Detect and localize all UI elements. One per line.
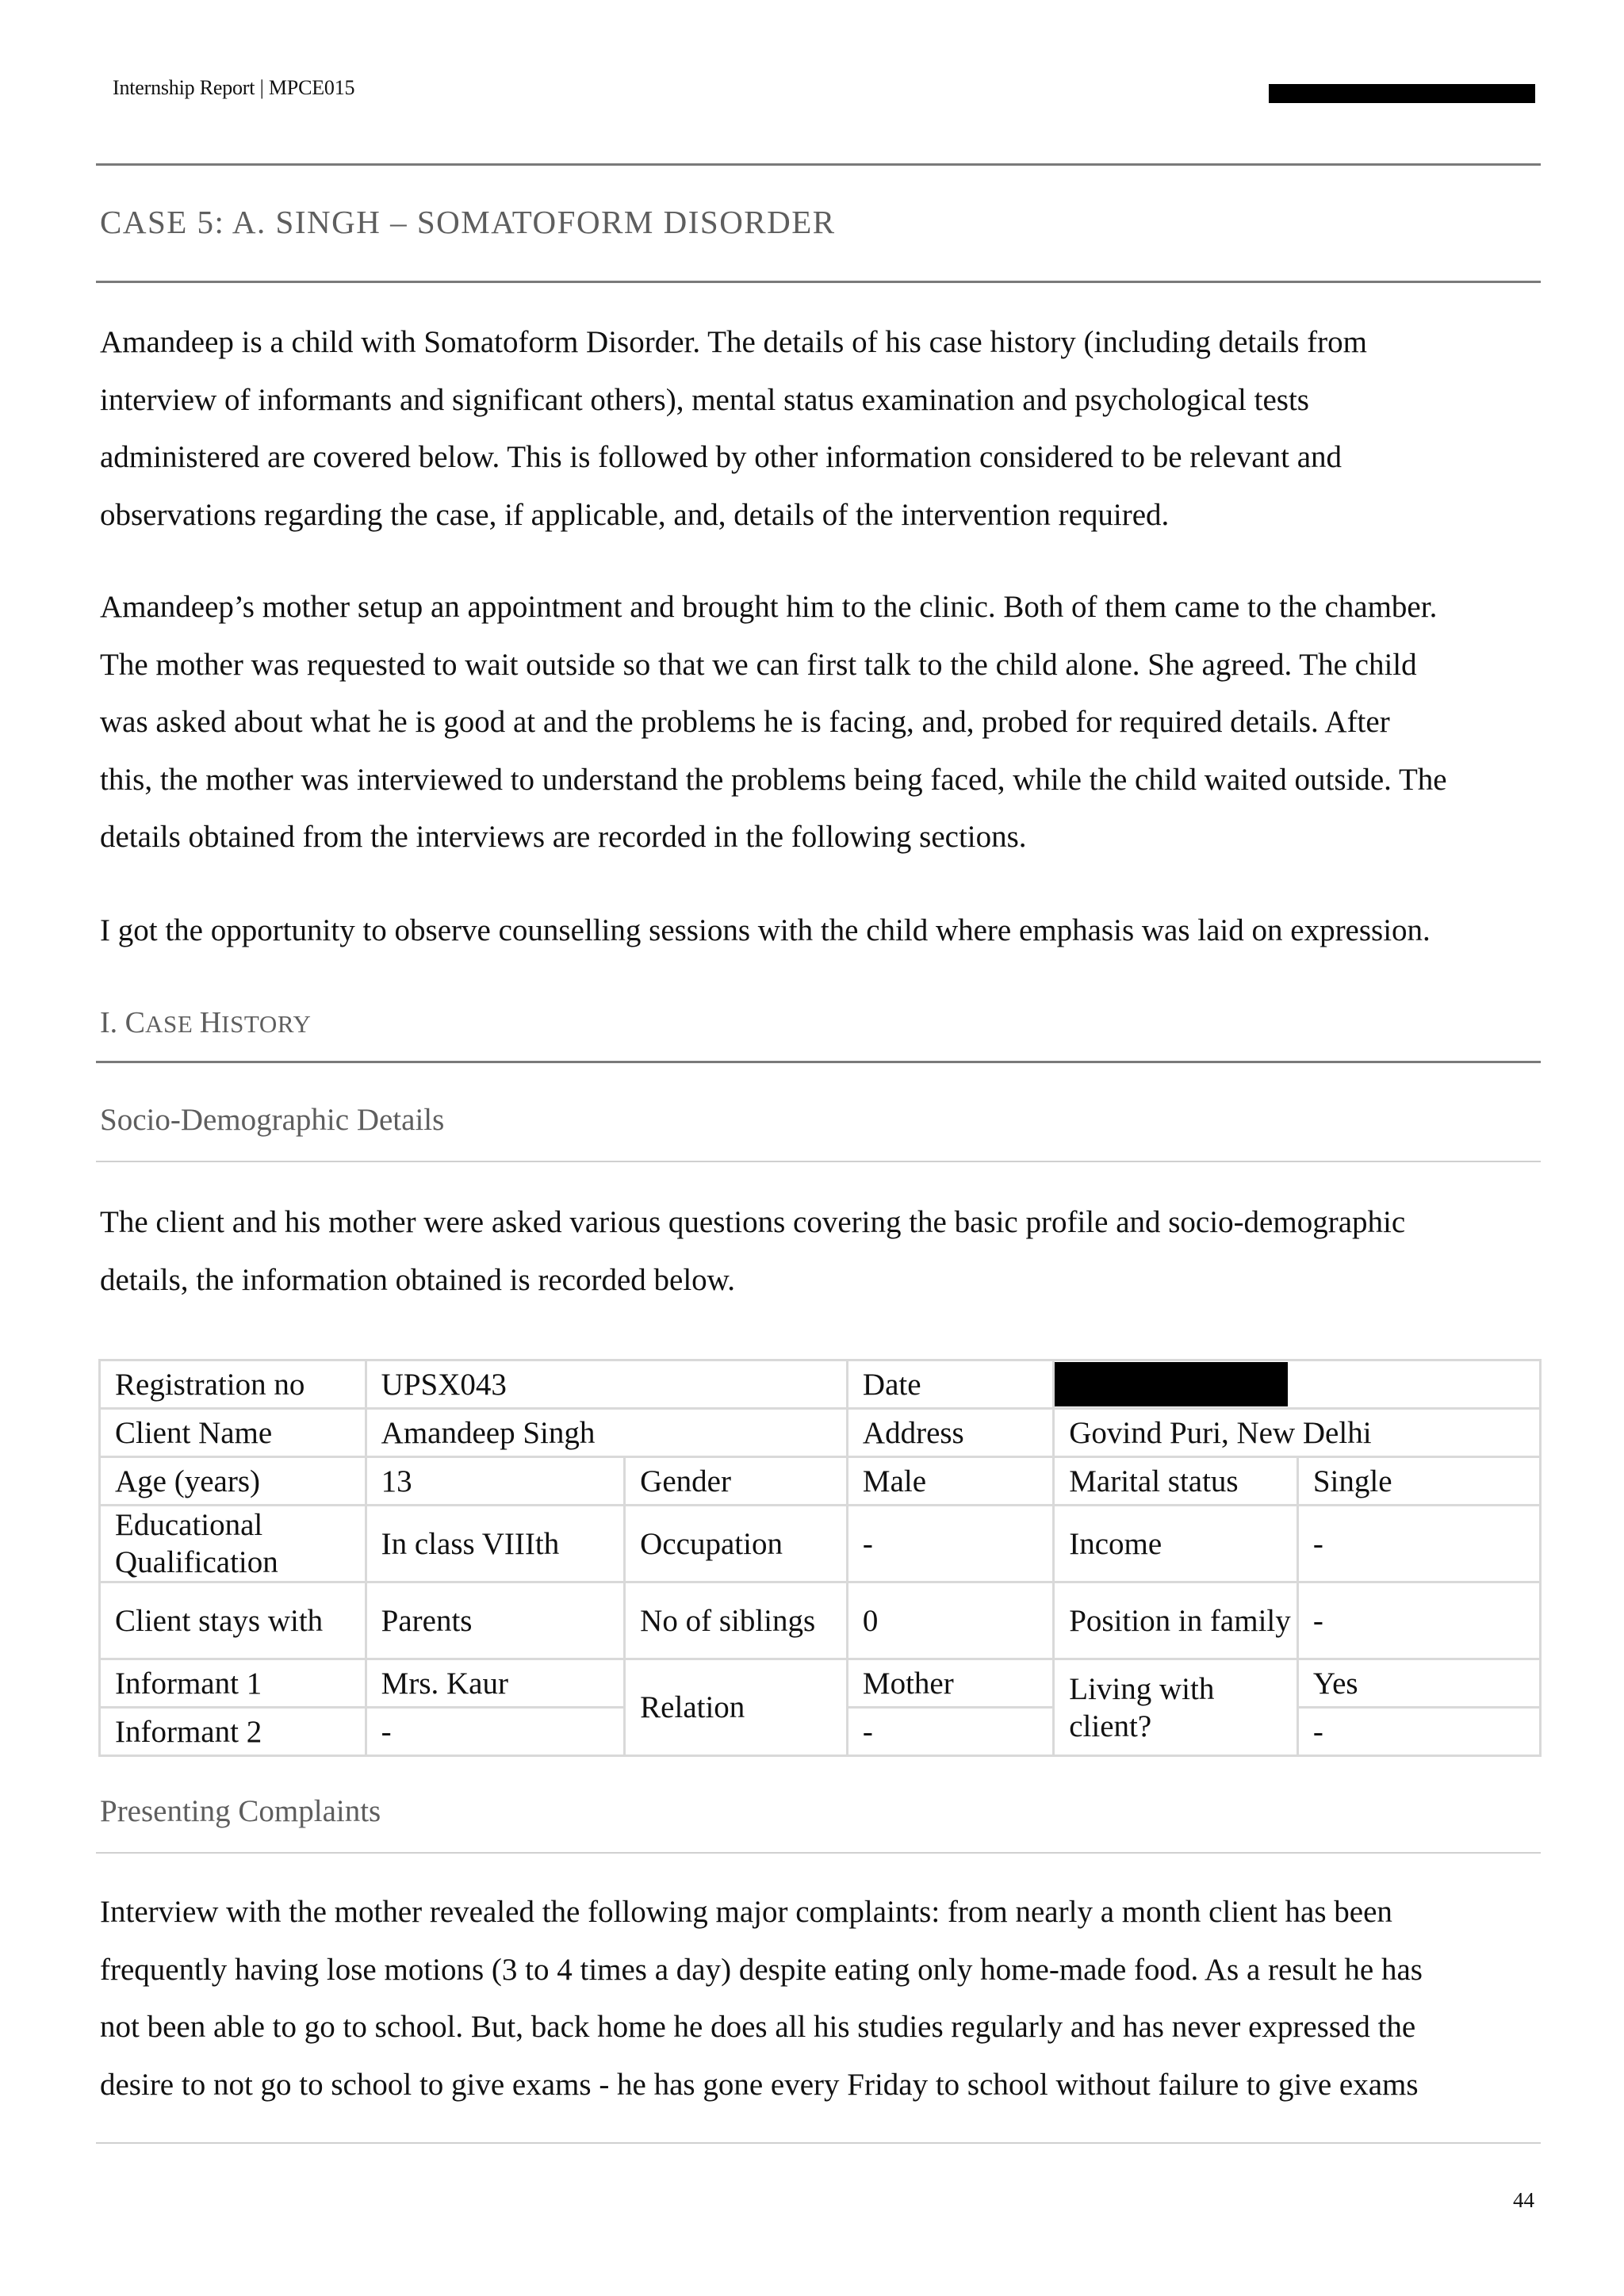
text-line: details obtained from the interviews are recorded in the following sections. (100, 820, 1027, 854)
table-cell-label: Informant 1 (100, 1659, 366, 1708)
table-cell-value: Male (847, 1457, 1053, 1506)
table-row (100, 1409, 1541, 1457)
table-cell-label: Address (847, 1409, 1053, 1457)
text-line: The client and his mother were asked various questions covering the basic profile and socio-demographic (100, 1205, 1406, 1239)
intro-paragraph-1 (100, 314, 1543, 544)
text-line: details, the information obtained is recorded below. (100, 1262, 736, 1297)
text-line: interview of informants and significant others), mental status examination and psychological tests (100, 382, 1309, 417)
text-line: not been able to go to school. But, back home he does all his studies regularly and has never expressed the (100, 2010, 1416, 2044)
text-line: desire to not go to school to give exams - he has gone every Friday to school without failure to give exams (100, 2067, 1419, 2102)
table-cell-label: Living with client? (1054, 1659, 1298, 1756)
table-cell-label: Registration no (100, 1360, 366, 1409)
running-header: Internship Report | MPCE015 (113, 76, 355, 99)
table-cell-value: - (1297, 1582, 1540, 1659)
subsection-heading-complaints: Presenting Complaints (100, 1794, 381, 1828)
table-cell-value-redacted (1054, 1360, 1541, 1409)
table-cell-value: Parents (366, 1582, 625, 1659)
table-cell-value: Single (1297, 1457, 1540, 1506)
complaints-paragraph (100, 1884, 1543, 2114)
table-cell-label: Marital status (1054, 1457, 1298, 1506)
table-cell-value: - (366, 1708, 625, 1756)
table-cell-label: Client Name (100, 1409, 366, 1457)
section-rule (96, 1061, 1541, 1063)
title-rule (96, 281, 1541, 283)
table-cell-label: Relation (625, 1659, 848, 1756)
table-cell-label: Date (847, 1360, 1053, 1409)
table-cell-label: Gender (625, 1457, 848, 1506)
table-cell-value: - (847, 1506, 1053, 1582)
table-cell-value: In class VIIIth (366, 1506, 625, 1582)
table-cell-label: Client stays with (100, 1582, 366, 1659)
text-line: frequently having lose motions (3 to 4 times a day) despite eating only home-made food. As a result he has (100, 1952, 1423, 1987)
table-cell-value: Govind Puri, New Delhi (1054, 1409, 1541, 1457)
table-cell-value: 0 (847, 1582, 1053, 1659)
table-cell-label: Income (1054, 1506, 1298, 1582)
intro-paragraph-2 (100, 579, 1543, 867)
table-cell-value: 13 (366, 1457, 625, 1506)
case-title: CASE 5: A. SINGH – SOMATOFORM DISORDER (100, 204, 836, 240)
table-cell-value: UPSX043 (366, 1360, 847, 1409)
table-cell-value: Mrs. Kaur (366, 1659, 625, 1708)
table-cell-label: Educational Qualification (100, 1506, 366, 1582)
text-line: I got the opportunity to observe counselling sessions with the child where emphasis was laid on expression. (100, 913, 1431, 947)
page-number: 44 (1513, 2188, 1534, 2212)
text-line: was asked about what he is good at and the problems he is facing, and, probed for required details. After (100, 705, 1390, 739)
footer-rule (96, 2142, 1541, 2144)
table-cell-value: Mother (847, 1659, 1053, 1708)
table-cell-label: Informant 2 (100, 1708, 366, 1756)
table-row (100, 1659, 1541, 1708)
subsection-rule (96, 1852, 1541, 1854)
table-cell-label: No of siblings (625, 1582, 848, 1659)
table-cell-value: - (847, 1708, 1053, 1756)
text-line: administered are covered below. This is followed by other information considered to be relevant and (100, 440, 1342, 474)
header-rule (96, 163, 1541, 166)
table-cell-label: Age (years) (100, 1457, 366, 1506)
text-line: The mother was requested to wait outside so that we can first talk to the child alone. She agreed. The child (100, 647, 1417, 682)
text-line: Interview with the mother revealed the following major complaints: from nearly a month client has been (100, 1895, 1392, 1929)
socio-demographic-table (98, 1359, 1542, 1757)
table-row (100, 1360, 1541, 1409)
subsection-rule (96, 1161, 1541, 1162)
table-row (100, 1457, 1541, 1506)
table-cell-label: Position in family (1054, 1582, 1298, 1659)
table-cell-value: - (1297, 1506, 1540, 1582)
table-cell-value: Yes (1297, 1659, 1540, 1708)
text-line: Amandeep’s mother setup an appointment and brought him to the clinic. Both of them came to the chamber. (100, 590, 1438, 624)
text-line: Amandeep is a child with Somatoform Disorder. The details of his case history (including details from (100, 325, 1367, 359)
table-row (100, 1582, 1541, 1659)
text-line: this, the mother was interviewed to understand the problems being faced, while the child waited outside. The (100, 762, 1447, 797)
table-row (100, 1506, 1541, 1582)
section-heading-case-history: I. CASE HISTORY (100, 1006, 312, 1039)
table-cell-value: - (1297, 1708, 1540, 1756)
subsection-heading-socio: Socio-Demographic Details (100, 1103, 445, 1137)
table-cell-label: Occupation (625, 1506, 848, 1582)
redaction-bar (1269, 84, 1535, 103)
socio-paragraph (100, 1194, 1543, 1309)
intro-paragraph-3 (100, 902, 1543, 960)
table-cell-value: Amandeep Singh (366, 1409, 847, 1457)
redaction-bar (1055, 1362, 1288, 1406)
text-line: observations regarding the case, if applicable, and, details of the intervention required. (100, 497, 1170, 532)
